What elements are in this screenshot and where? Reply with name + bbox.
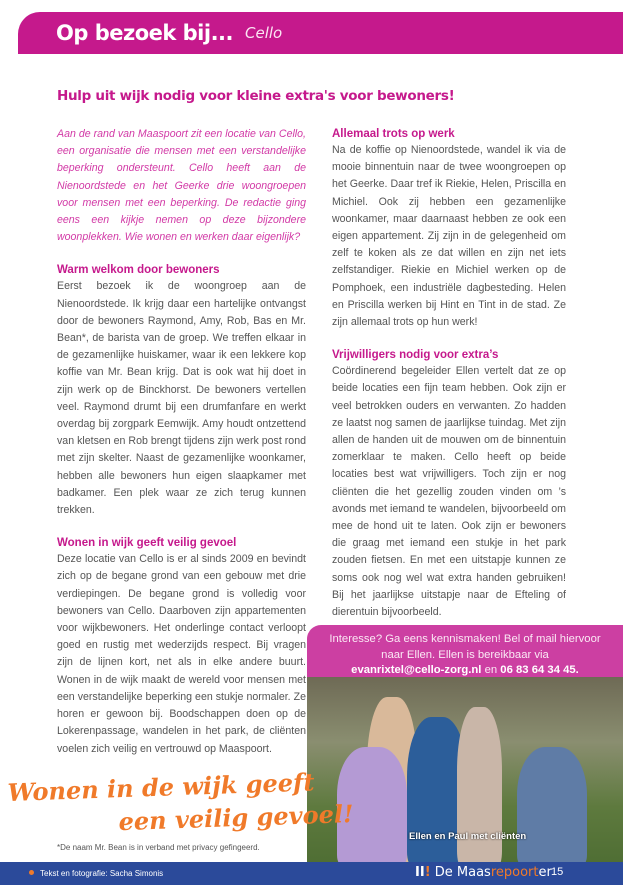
- contact-phone: 06 83 64 34 45.: [500, 664, 579, 676]
- logo-mark-icon: II!: [415, 865, 431, 880]
- section-body: Coördinerend begeleider Ellen vertelt dat ze op beide locaties een fijn team hebben. Ook zijn er veel betrokken ouders en verwanten. Zo hadden ze laatst nog samen de jaarlijkse tuindag. Met zijn allen de handen uit de mouwen om de binnentuin zomerklaar te maken. Cello heeft op beide locaties best wat vrijwilligers. Toch zijn er nog cliënten die het gezellig zouden vinden om ’s avonds met iemand te wandelen, bijvoorbeeld om mee de hond uit te laten. Ook zijn er bewoners die graag met iemand een stukje in het park zouden fietsen. En met een uitstapje kunnen ze soms ook nog wel wat extra handen gebruiken! Bij het jaarlijkse uitstapje naar de Efteling of dierentuin bijvoorbeeld.: [332, 365, 566, 619]
- brand-part: er: [538, 865, 552, 880]
- photo-caption: Ellen en Paul met cliënten: [409, 831, 527, 842]
- contact-email[interactable]: evanrixtel@cello-zorg.nl: [351, 664, 482, 676]
- brand-part: De Maas: [434, 865, 491, 880]
- bullet-icon: [29, 870, 34, 875]
- section-heading: Allemaal trots op werk: [332, 128, 455, 140]
- page-footer: [0, 862, 623, 885]
- brand-logo: [415, 865, 552, 880]
- left-column: [57, 126, 306, 758]
- page-number: 15: [551, 866, 564, 878]
- quote-line: Wonen in de wijk geeft: [7, 767, 315, 808]
- section-header: [18, 12, 623, 54]
- group-photo: [307, 677, 623, 863]
- contact-joiner: en: [481, 664, 501, 676]
- pull-quote: [7, 764, 354, 842]
- quote-line: een veilig gevoel!: [118, 798, 354, 837]
- credit: Tekst en fotografie: Sacha Simonis: [40, 869, 164, 878]
- contact-box: [307, 625, 623, 677]
- contact-line: naar Ellen. Ellen is bereikbaar via: [381, 648, 549, 661]
- header-title: Op bezoek bij...: [56, 21, 234, 45]
- section-body: Na de koffie op Nienoordstede, wandel ik via de mooie binnentuin naar de twee woongroepen op het Geerke. Daar tref ik Riekie, Helen, Priscilla en Michiel. Ook zij hebben een gezamenlijke woonkamer, maar daarnaast hebben ze ook een eigen appartement. Zij zijn in de gelegenheid om zelf te koken als ze dat willen en zijn net iets zelfstandiger. Riekie en Michiel werken op de Pomphoek, een industriële dagbesteding. Helen en Priscilla werken bij Hint en Tint in de stad. Ze zijn allemaal trots op hun werk!: [332, 144, 566, 329]
- section-heading: Warm welkom door bewoners: [57, 264, 220, 277]
- contact-line: Interesse? Ga eens kennismaken! Bel of mail hiervoor: [329, 633, 601, 645]
- section-heading: Wonen in wijk geeft veilig gevoel: [57, 537, 237, 550]
- header-subtitle: Cello: [245, 24, 283, 42]
- person-figure: [517, 747, 587, 863]
- article-headline: Hulp uit wijk nodig voor kleine extra's voor bewoners!: [57, 88, 455, 104]
- footnote: *De naam Mr. Bean is in verband met privacy gefingeerd.: [57, 843, 260, 852]
- intro-text: Aan de rand van Maaspoort zit een locatie van Cello, een organisatie die mensen met een verstandelijke beperking ondersteunt. Cello heeft aan de Nienoordstede en het Geerke drie woongroepen voor mensen met een beperking. De redactie ging eens een kijkje nemen op deze bijzondere woonplekken. Wie wonen en werken daar eigenlijk?: [57, 128, 306, 244]
- section-body: Eerst bezoek ik de woongroep aan de Nienoordstede. Ik krijg daar een hartelijke ontvangst door de bewoners Raymond, Amy, Rob, Bas en Mr. Bean*, de barista van de groep. We treffen elkaar in de gezamenlijke huiskamer, waar ik een lekkere kop koffie van Mr. Bean krijg. Dat is ook wat hij doet in zijn werk op de Binckhorst. De bewoners vertellen veel. Raymond drumt bij een drumfanfare en werkt overdag bij zorgpark Eemwijk. Amy houdt ontzettend van kletsen en Rob brengt tijdens zijn werk post rond met zijn skelter. Naast de gezamenlijke woonkamer, hebben alle bewoners hun eigen slaapkamer met badkamer. Een plek waar ze zich terug kunnen trekken.: [57, 280, 306, 517]
- section-body: Deze locatie van Cello is er al sinds 2009 en bevindt zich op de begane grond van een gebouw met drie verdiepingen. De begane grond is volledig voor bewoners van Cello. Daarboven zijn appartementen voor wijkbewoners. Het onderlinge contact verloopt goed en rustig met wederzijds respect. Bij vragen zijn de lijnen kort, net als in elke andere buurt. Wonen in de wijk maakt de wereld voor mensen met een verstandelijke beperking een stukje normaler. Ze horen er gewoon bij. Boodschappen doen op de Lokerenpassage, wandelen in het park, de cliënten voelen zich veilig en vertrouwd op Maaspoort.: [57, 553, 306, 755]
- brand-part: repoort: [490, 865, 539, 880]
- right-column: [332, 126, 566, 621]
- section-heading: Vrijwilligers nodig voor extra’s: [332, 349, 499, 362]
